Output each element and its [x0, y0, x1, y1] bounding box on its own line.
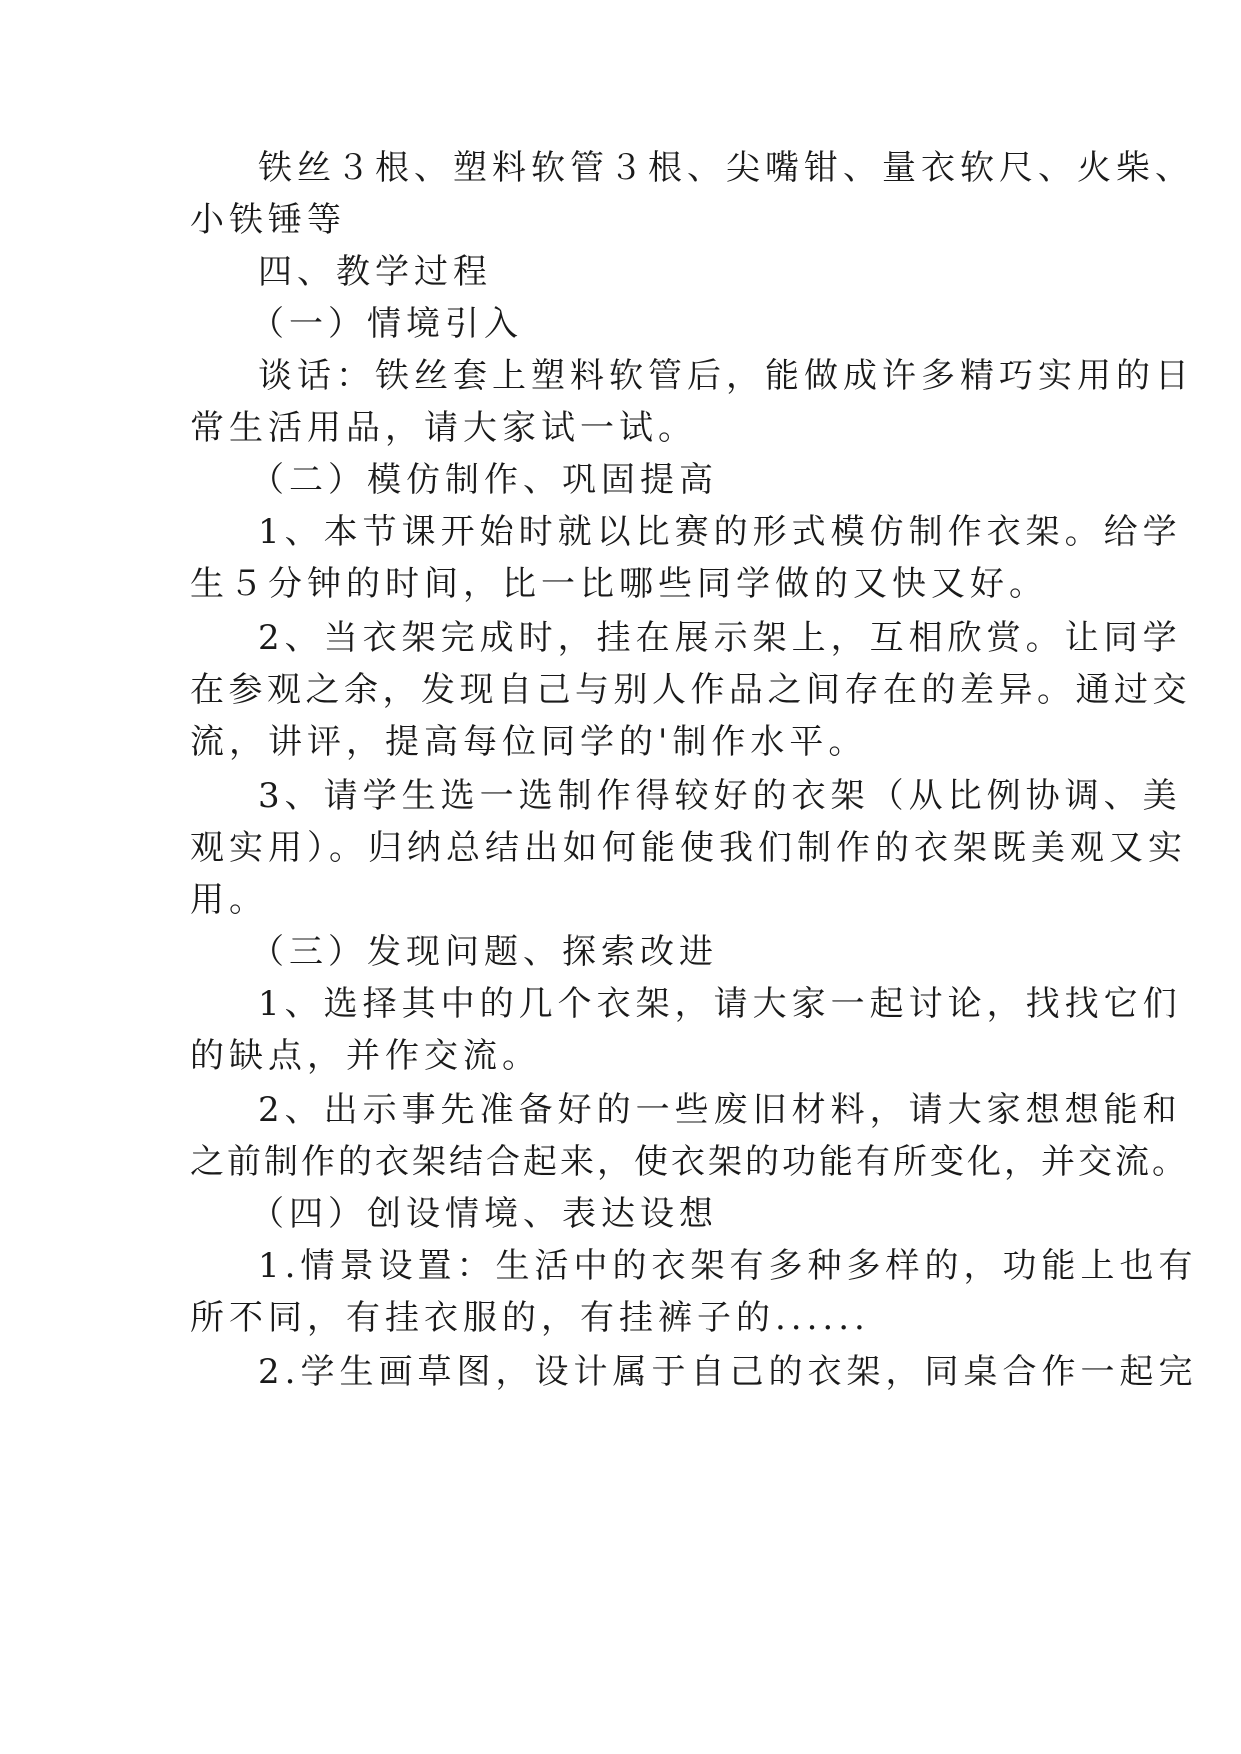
paragraph-line: 1、本节课开始时就以比赛的形式模仿制作衣架。给学 — [258, 512, 1182, 552]
paragraph-line: 之前制作的衣架结合起来，使衣架的功能有所变化，并交流。 — [190, 1142, 1189, 1182]
paragraph-line: 1、选择其中的几个衣架，请大家一起讨论，找找它们 — [258, 984, 1182, 1024]
paragraph-line: 2.学生画草图，设计属于自己的衣架，同桌合作一起完 — [258, 1352, 1198, 1392]
subsection-heading: （四）创设情境、表达设想 — [250, 1194, 718, 1234]
subsection-heading: （二）模仿制作、巩固提高 — [250, 460, 718, 500]
paragraph-line: 生５分钟的时间，比一比哪些同学做的又快又好。 — [190, 564, 1048, 604]
paragraph-line: 流，讲评，提高每位同学的'制作水平。 — [190, 722, 868, 762]
section-heading: 四、教学过程 — [258, 252, 492, 292]
paragraph-line: 2、当衣架完成时，挂在展示架上，互相欣赏。让同学 — [258, 618, 1182, 658]
paragraph-line: 常生活用品，请大家试一试。 — [190, 408, 697, 448]
paragraph-line: 所不同，有挂衣服的，有挂裤子的...... — [190, 1298, 870, 1338]
paragraph-line: 的缺点，并作交流。 — [190, 1036, 541, 1076]
paragraph-line: 2、出示事先准备好的一些废旧材料，请大家想想能和 — [258, 1090, 1182, 1130]
paragraph-line: 铁丝３根、塑料软管３根、尖嘴钳、量衣软尺、火柴、 — [258, 148, 1194, 188]
paragraph-line: 在参观之余，发现自己与别人作品之间存在的差异。通过交 — [190, 670, 1191, 710]
subsection-heading: （三）发现问题、探索改进 — [250, 932, 718, 972]
paragraph-line: 观实用）。归纳总结出如何能使我们制作的衣架既美观又实 — [190, 828, 1187, 868]
paragraph-line: 用。 — [190, 880, 268, 920]
paragraph-line: 3、请学生选一选制作得较好的衣架（从比例协调、美 — [258, 776, 1182, 816]
subsection-heading: （一）情境引入 — [250, 304, 523, 344]
paragraph-line: 谈话：铁丝套上塑料软管后，能做成许多精巧实用的日 — [258, 356, 1194, 396]
paragraph-line: 小铁锤等 — [190, 200, 346, 240]
paragraph-line: 1.情景设置：生活中的衣架有多种多样的，功能上也有 — [258, 1246, 1198, 1286]
